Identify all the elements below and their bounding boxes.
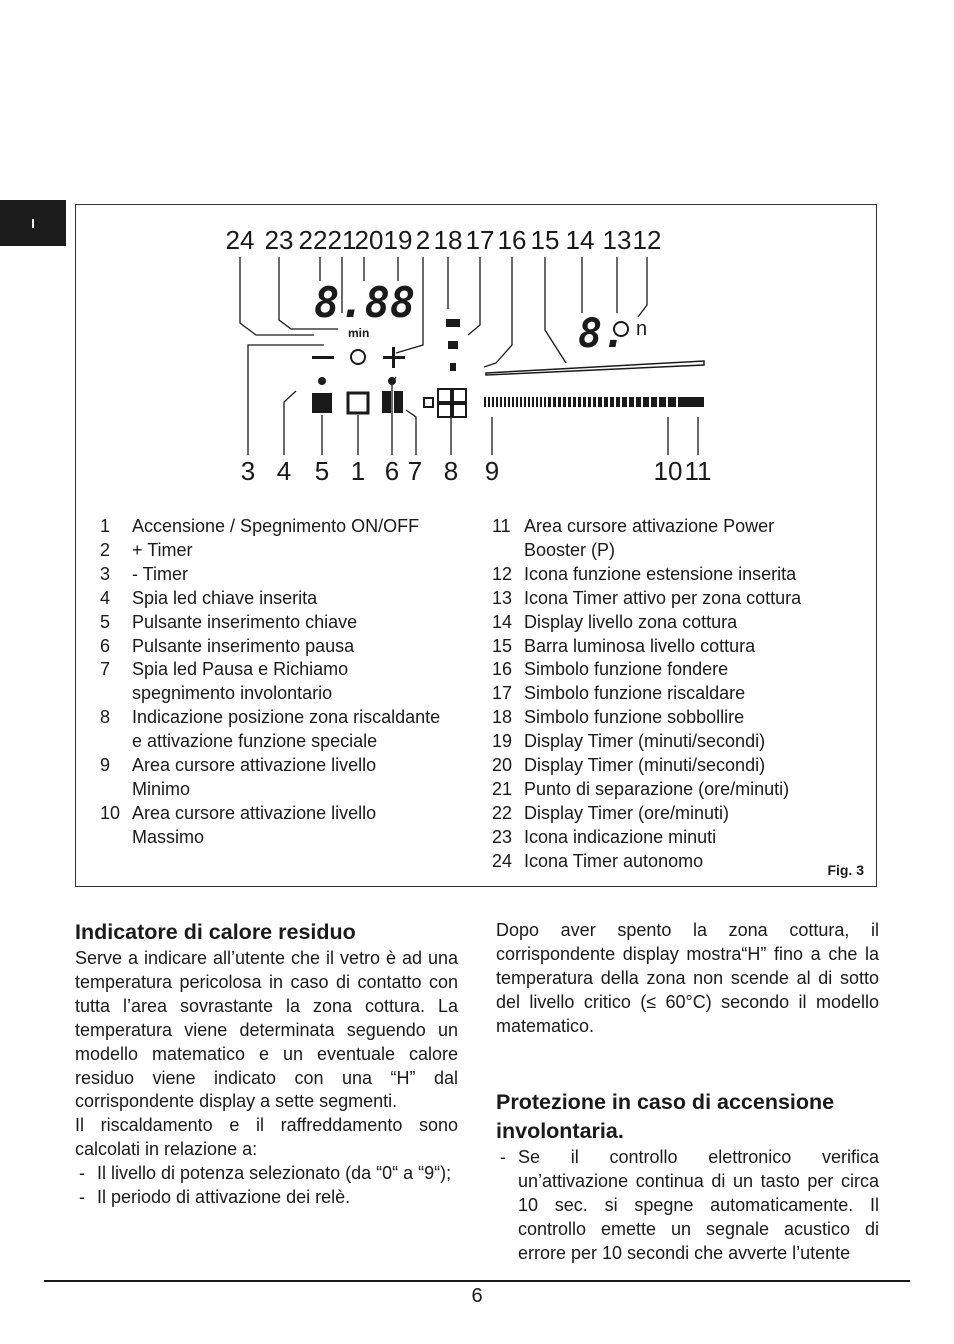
callout-3: 3 [240,456,256,486]
callout-20: 20 [354,225,384,255]
section-after-off [496,919,879,1039]
callout-24: 24 [225,225,255,255]
legend-item: 13 Icona Timer attivo per zona cottura [492,587,802,608]
callout-6: 6 [384,456,400,486]
callout-19: 19 [383,225,413,255]
autonomous-timer-icon [351,350,365,364]
legend-left [100,515,480,850]
footer-rule [44,1280,910,1282]
legend-item: 7 Spia led Pausa e Richiamo spegnimento involontario [100,659,349,704]
callout-10: 10 [653,456,683,486]
legend-item: 19 Display Timer (minuti/secondi) [492,731,766,752]
callout-14: 14 [565,225,595,255]
level-slider-area[interactable] [484,397,704,407]
figure-label: Fig. 3 [827,862,864,878]
legend-item: 5 Pulsante inserimento chiave [100,611,358,632]
key-lock-button[interactable] [312,393,332,413]
callout-11: 11 [684,456,712,486]
key-led [318,377,326,385]
control-panel-diagram [76,205,876,505]
on-off-button[interactable] [348,393,368,413]
section-heading: Indicatore di calore residuo [75,920,356,944]
section-heading: Protezione in caso di accensione involontaria. [496,1090,835,1143]
legend-item: 1 Accensione / Spegnimento ON/OFF [100,516,420,536]
list-item: - Il livello di potenza selezionato (da “0“ a “9“); [79,1163,452,1184]
language-tab: I [0,200,66,246]
section-accidental-protection [496,1088,879,1266]
page-number: 6 [471,1285,483,1307]
legend-right [492,515,862,874]
legend-item: 20 Display Timer (minuti/secondi) [492,755,766,776]
leader-lines [240,257,698,455]
callout-7: 7 [407,456,423,486]
legend-item: 4 Spia led chiave inserita [100,587,318,608]
callouts-top [226,225,662,255]
minus-timer-button[interactable] [312,356,334,359]
extension-icon: n [636,318,648,340]
list-item: - Se il controllo elettronico verifica un’attivazione continua di un tasto per circa 10 sec. si spegne automaticamente. Il controllo emette un segnale acustico di errore per 10 secondi che avverte l’utente [500,1147,879,1263]
callouts-bottom [241,456,712,486]
zone-level-display: 8. [578,311,627,357]
callout-15: 15 [530,225,560,255]
legend-item: 18 Simbolo funzione sobbollire [492,707,745,728]
callout-16: 16 [497,225,527,255]
timer-display: 8.88 [314,278,416,327]
section-residual-heat [75,918,458,1210]
paragraph: Il riscaldamento e il raffreddamento sono calcolati in relazione a: [75,1115,458,1160]
legend-item: 23 Icona indicazione minuti [492,826,717,847]
callout-1: 1 [350,456,366,486]
zone-position-icon[interactable] [424,389,466,417]
callout-13: 13 [602,225,632,255]
legend-item: 11 Area cursore attivazione Power Booster (P) [492,516,775,560]
list-item: - Il periodo di attivazione dei relè. [79,1187,351,1208]
callout-2: 2 [415,225,431,255]
callout-8: 8 [443,456,459,486]
legend-item: 17 Simbolo funzione riscaldare [492,683,746,704]
legend-item: 15 Barra luminosa livello cottura [492,635,756,656]
paragraph: Dopo aver spento la zona cottura, il corrispondente display mostra“H” fino a che la temperatura della zona non scende al di sotto del livello critico (≤ 60°C) secondo il modello matematico. [496,920,879,1036]
legend-item: 6 Pulsante inserimento pausa [100,635,355,656]
legend-item: 22 Display Timer (ore/minuti) [492,802,730,823]
paragraph: Serve a indicare all’utente che il vetro è ad una temperatura pericolosa in caso di contatto con tutta l’area sovrastante la zona cottura. La temperatura viene determinata seguendo un modello matematico e un eventuale calore residuo viene indicato con una “H” dal corrispondente display a sette segmenti. [75,948,458,1112]
legend-item: 9 Area cursore attivazione livello Minimo [100,755,377,799]
callout-22: 22 [298,225,328,255]
pause-led [388,377,396,385]
legend-item: 21 Punto di separazione (ore/minuti) [492,778,790,799]
minutes-icon: min [348,326,370,340]
callout-4: 4 [276,456,292,486]
callout-21: 21 [327,225,357,255]
callout-23: 23 [264,225,294,255]
legend-item: 12 Icona funzione estensione inserita [492,563,797,584]
plus-timer-button[interactable] [383,347,405,368]
function-symbols [446,319,460,371]
level-light-bar [486,361,704,375]
callout-12: 12 [632,225,662,255]
legend-item: 24 Icona Timer autonomo [492,850,704,871]
legend-item: 14 Display livello zona cottura [492,611,738,632]
legend-item: 3 - Timer [100,563,188,584]
legend-item: 16 Simbolo funzione fondere [492,659,729,680]
legend-item: 10 Area cursore attivazione livello Massimo [100,802,377,847]
callout-9: 9 [484,456,500,486]
callout-18: 18 [433,225,463,255]
legend-item: 8 Indicazione posizione zona riscaldante e attivazione funzione speciale [100,707,441,752]
callout-17: 17 [465,225,495,255]
legend-item: 2 + Timer [100,539,193,560]
callout-5: 5 [314,456,330,486]
figure-3-box [75,204,877,887]
